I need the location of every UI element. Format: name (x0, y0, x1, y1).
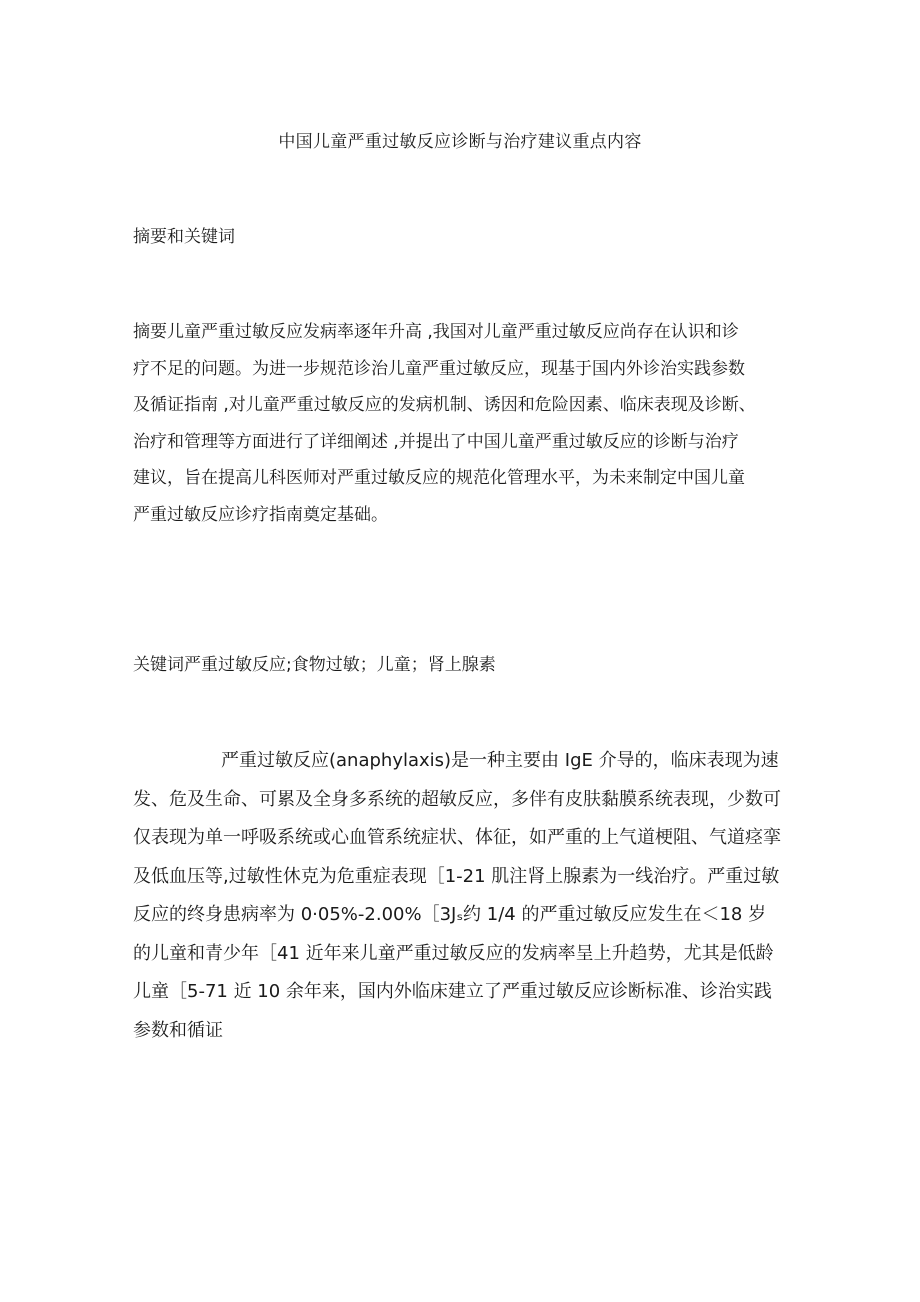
body-paragraph (133, 742, 793, 1050)
keywords-line: 关键词严重过敏反应;食物过敏；儿童；肾上腺素 (133, 655, 496, 675)
body-line-first (133, 742, 793, 781)
body-line: 仅表现为单一呼吸系统或心血管系统症状、体征，如严重的上气道梗阻、气道痉挛 (133, 827, 781, 848)
section-heading: 摘要和关键词 (133, 227, 235, 247)
abstract-line: 摘要儿童严重过敏反应发病率逐年升高 ,我国对儿童严重过敏反应尚存在认识和诊 (133, 322, 739, 342)
abstract-line: 治疗和管理等方面进行了详细阐述 ,并提出了中国儿童严重过敏反应的诊断与治疗 (133, 431, 739, 452)
abstract-line: 及循证指南 ,对儿童严重过敏反应的发病机制、诱因和危险因素、临床表现及诊断、 (133, 395, 756, 415)
body-line: 参数和循证 (133, 1019, 223, 1041)
document-title: 中国儿童严重过敏反应诊断与治疗建议重点内容 (278, 132, 642, 152)
abstract-line: 疗不足的问题。为进一步规范诊治儿童严重过敏反应，现基于国内外诊治实践参数 (133, 358, 745, 379)
abstract-line: 严重过敏反应诊疗指南奠定基础。 (133, 504, 388, 525)
abstract-line: 建议，旨在提高儿科医师对严重过敏反应的规范化管理水平，为未来制定中国儿童 (133, 468, 745, 488)
body-line: 严重过敏反应(anaphylaxis)是一种主要由 IgE 介导的，临床表现为速 (221, 750, 779, 771)
body-line: 的儿童和青少年［41 近年来儿童严重过敏反应的发病率呈上升趋势，尤其是低龄 (133, 942, 774, 964)
body-line: 反应的终身患病率为 0·05%-2.00%［3Jₛ约 1/4 的严重过敏反应发生在＜18 岁 (133, 904, 767, 925)
body-line: 及低血压等,过敏性休克为危重症表现［1-21 肌注肾上腺素为一线治疗。严重过敏 (133, 865, 780, 887)
body-line: 儿童［5-71 近 10 余年来，国内外临床建立了严重过敏反应诊断标准、诊治实践 (133, 981, 772, 1002)
body-line: 发、危及生命、可累及全身多系统的超敏反应，多伴有皮肤黏膜系统表现，少数可 (133, 788, 781, 810)
abstract-paragraph (133, 314, 793, 533)
